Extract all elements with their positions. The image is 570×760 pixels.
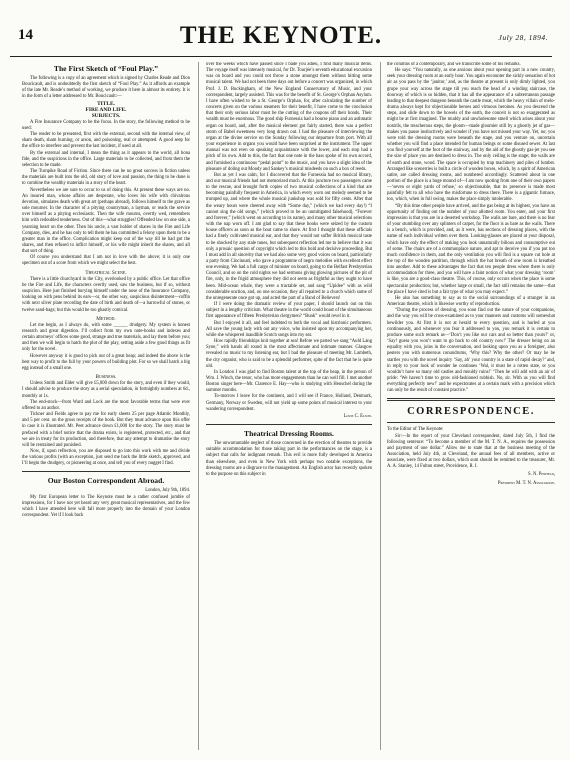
paragraph: Nevertheless we are sure to occur to us of doing this. At present these ways are no. An insured man, whose affairs are desperate, who loves his wife with chivalrous devotion, simulates death with great art (perhaps abroad), follows himself to the grave as sole mourner. In the character of a pitying countryman, a layman, or reads the service over himself as a pitying ecclesiastic. Then the wife mourns, overtly wed, remembers him with redoubled tenderness. Out of this—what struggles! Offended law on one side, a yearning heart on the other. Then his uncle, a vast holder of shares in the Fire and Life Company, dies, and he has only to tell them he has committed a felony upon them to be a greater man in the office. Complication might keep out of the way till he had got the shares, and then refused to inflict himself, or his wife might inherit the shares, and all that sort of thing. [22, 187, 190, 255]
column-right [387, 62, 555, 754]
paragraph: But I enjoyed it all, and feel indebted to both the vocal and histrionic performers. All save the young lady with out any voice, who insisted upon my accompanying her, while she whispered inaudible Scotch songs into my ear. [206, 320, 372, 338]
page-number: 14 [18, 27, 33, 43]
paragraph: By the external and internal, I mean the thing as it appears to the world, all bona fide, and the suspicions in the office. Large materials to be collected, and from them the selection to be made. [22, 150, 190, 168]
section-divider [387, 398, 555, 401]
column-left [22, 62, 190, 754]
paragraph: Of course you understand that I am not in love with the above; it is only one specimen out of a score from which we might select the best. [22, 255, 190, 267]
paragraph: The unwarrantable neglect of those concerned in the erection of theatres to provide suitable accommodation for those taking part in the performances on the stage, is a subject that calls for indignant remark. This evil is more fully developed in America than elsewhere, and even in New York with perhaps two notable exceptions, the dressing rooms are a disgrace to the management. An English actor has recently spoken to the purpose on this subject in [206, 441, 372, 477]
section-divider [22, 471, 190, 472]
paragraph: Now, if, upon reflection, you are disposed to go into this work with me and divide the various profits (with an exception, just send me back the little sketch, approved, and I’ll begin the drudgery, or pioneering at once, and tell you of every nugget I find. [22, 448, 190, 467]
subheading-business: Business. [95, 374, 117, 381]
paragraph: If I were doing the dramatic review of your paper, I should launch out on this subject in a lengthy criticism. What theatre in the world could boast of the simultaneous first appearance of fifteen Presbyterian clergymen? “Bunk” would revel in it. [206, 302, 372, 320]
article-headline-foul-play: The First Sketch of “Foul Play.” [53, 64, 159, 73]
heading-title: TITLE. [97, 100, 115, 107]
paragraph: The reader to be presented, first with the external, second with the internal view, of sham death, sham burning, or arson, and poisoning, real or attempted. A good seep for the office to interfere and prevent the last incident, if used at all. [22, 132, 190, 150]
column-rule-left [198, 62, 199, 750]
signature: Louis C. Elson. [343, 413, 372, 419]
paragraph: The end-stock—from Ward and Lock are the most favorable terms that were ever offered to an author. [22, 399, 190, 411]
paragraph: How rapidly friendships knit together at sea! Before we parted we sang “Auld Lang Syne,” with hands all round in the most affectionate and intimate manner. Glasgow revealed no music to my listening ear, but I had the pleasure of meeting Mr. Lambeth, the city organist, who is said to be a splendid performer, spite of the fact that he is quite old. [206, 339, 372, 369]
heading-fire-and-life: FIRE AND LIFE. [85, 107, 127, 114]
subheading-method: Method. [96, 315, 116, 322]
letter-signature-name: S. N. Penfield, [528, 471, 555, 477]
paragraph: In London I was glad to find Boston talent at the top of the heap, in the person of Wm. J. Winch, the tenor, who has more engagements than he can well fill. I met another Boston singer here—Mr. Clarence E. Hay—who is studying with Henschel during the summer months. [206, 369, 372, 394]
paragraph: However anyway it is good to pick out of a great heap; and indeed the above is the best way to profit to the full by your powers of building plot. For so we shall hatch a big egg instead of a small one. [22, 353, 190, 371]
paragraph: He also has something to say as to the social surroundings of a stranger in an American theatre, which is likewise worthy of reproduction. [387, 295, 555, 308]
issue-date: July 28, 1894. [498, 33, 548, 42]
letter-signature-title: President M. T. N. Association. [497, 480, 555, 486]
masthead [10, 22, 552, 57]
paragraph: To-morrow I leave for the continent, and I will see if France, Holland, Denmark, Germany, Norway or Sweden, will not yield up some points of musical interest to your wandering correspondent. [206, 394, 372, 412]
heading-subjects: SUBJECTS. [91, 113, 121, 120]
column-middle [206, 62, 372, 754]
column-rule-right [380, 62, 381, 750]
paragraph: over the weeks which have passed since I bade you adieu, I find many musical items. The voyage itself was intensely musical, for Dr. Tourjée’s seventh educational excursion was on board and you could not throw a stone amongst them without hitting some musical talent. We had not been three days out before a concert was organized, in which Prof. J. D. Buckingham, of the New England Conservatory of Music, and your correspondent, largely assisted. This was for the benefit of St. George’s Orphan Asylum. I have often wished to be a St. George’s Orphan, for, after calculating the number of concerts given on the various steamers for their benefit, I have come to the conclusion that their only serious labor must be the cutting of the coupons off their bonds. Their wealth must be enormous. The good ship Furnessia had a bourse piano and an asthmatic organ on board, and, after the musical element got fairly started, there was a perfect storm of Babel sweetness very long drawn out. I had the pleasure of interviewing the organ at the divine service on the Sunday following our departure from port. With all your experience in organs you would have been surprised at the instrument. The upper manual was not even on speaking acquaintance with the lower, and each stop had a pitch of its own. Add to this, the fact that one note in the bass spoke of its own accord, and furnished a continuous “pedal point” to the music, and you have a slight idea of the pleasure of doling out Moody and Sankey’s musical misdeeds on such a box of reeds. [206, 62, 372, 172]
page-title: THE KEYNOTE. [179, 22, 383, 49]
letter-salutation: To the Editor of The Keynote: [387, 427, 444, 433]
paragraph: There is a little churchyard in the City, overlooked by a public office. Let that office be the Fire and Life, the characters overtly used, saw the business, but if so, without suspicion. Here just finished burying himself under the nose of the Insurance Company, looking on with pens behind its ears—or, the other way, suspicious disinterment—coffin with next silver plate recording the date of birth and death of—a barrowful of stones, or twelve sand-bags; but this would be too ghastly comical. [22, 276, 190, 313]
paragraph: The following is a copy of an agreement which is signed by Charles Reade and Dion Boucicault, and is undoubtedly the first sketch of “Foul Play.” As it affords an example of the late Mr. Reade’s method of working, we produce it here in almost its entirety. It is in the form of a letter addressed to Mr. Boucicault:— [22, 76, 190, 100]
paragraph: A Fire Insurance Company to be the focus. In the story, the following method to be used: [22, 119, 190, 131]
paragraph: “During the process of dressing, you soon find out the nature of your companions, and the way you will be cross-examined as to your manners and customs will somewhat bewilder you. At first it is not at herald to every question, and is hurled at you continuously, and whenever you fear it addressed to you, you remark it is certain to produce some such remark as—‘Don’t you like our cars and so better than yours?’ or, ‘Say! guess you won’t want to go back to old country now!’ The dresser being on an equality with you, joins in the conversation, and looking upon you as a foreigner, also pesters you with numerous conundrums, ‘Why this? Why the other? Or may he be startles you with the novel inquiry ‘Say, ah’ your country is a state of rapid decay?’ and, in reply to your look of wonder he continues ‘Wal, it must be a rotten state, or you wouldn’t have so many old castles and mouldy ruins!’ ‘Then he will add with an air of pride: ‘We haven’t time to grow old-fashioned rubbish. No, sir. With us you will find everything perfectly new!’ and he expectorates at a certain mark with a precision which can only be the result of constant practice.” [387, 308, 555, 394]
paragraph: But as yet I was calm, for I discovered that the Furnessia had no musical library, and our musical friends had not memorized much. At this juncture two passengers came to the rescue, and brought forth copies of two musical collections of a kind that are becoming painfully frequent in America, in which every worn out melody seemed to be trumped up, and where the whole musical junkshop was sold for fifty cents. After that the weary hours were cheered away with “Some day,” (which we had every day!) “I cannot sing the old songs,” (which proved to be an unmitigated falsehood), “Forever and forever,” (which went on according to its name), and many other musical selections with the nap worn off. I am glad to say that these books were seized by the custom house officers as soon as the boat came to shore. At first I thought that these officials had a finely cultivated musical ear, and that they would not suffer British musical taste to be shocked by any stale tunes, but subsequent reflection led me to believe that it was only a prosaic question of copyright which led to this bold and decisive proceeding. But I must add in all sincerity that we had also some very good voices on board, particularly a party from Cincinnati, who gave a programme of negro melodies with excellent effect one evening. We had a full cargo of minister on board, going to the Belfast Presbyterian Council, and so on the cold nights we had sermons giving glowing pictures of the pit of fire, only, in the frigid atmosphere they did not seem as frightful as they ought to have been. Mid-ocean whale, they were a tractable set, and sang “Upidee” with as wild considerable unction, and, on one occasion, they all repaired to a church which some of the unregenerate once got up, and acted the part of a Band of Believers! [206, 172, 372, 301]
paragraph: Sir:—In the report of your Cleveland correspondent, dated July 5th, I find the following sentence: “To become a member of the M. T. N. A., requires the possession and payment of one dollar.” Allow me to state that at the business meeting of the Association, held July 4th, at Cleveland, the annual fees of all members, active or associate, were fixed at two dollars, which sum should be remitted to the treasurer, Mr. A. A. Stanley, 14 Fulton street, Providence, R. I. [387, 433, 555, 470]
subheading-theatrical-scene: Theatrical Scene. [85, 269, 127, 276]
paragraph: Unless Smith and Elder will give £5,000 down for the story, and even if they would, I should advise to produce the story as a serial speculation, in fortnightly numbers at 6d., monthly at 1s. [22, 381, 190, 399]
paragraph: Tickner and Fields agree to pay me for early sheets 25 per page Atlantic Monthly, and 5 per cent. on the gross receipts of the book. But they must advance upon this offer in case it is illustrated. Mr. Peet advance down £1,000 for the story. The story must be prefaced with a brief notice that the drama exists, is registered, protected, etc., and that we are in treaty for its production, and therefore, that any attempt to dramatise the story will be restrained and punished. [22, 412, 190, 448]
paragraph: “By this time other people have arrived, and the gas being at its highest, you have an opportunity of finding out the number of your allotted room. You enter, and your first impression is that you are in a deserted workshop. The walls are bare, and there is no fear of your stumbling over any splinters of carpet, for the floor is as bare as the walls. There is a bench, which is provided, and, as it were, has sections of dressing places, with the name of each individual written over them. Looking-glasses are placed at your disposal, which have only the effect of making you look unnaturally bilious and consumptive out of some. The chairs are of a commonplace nature, and apt to deceive you if you put too much confidence in them, and the only ventilation you will find is a square cut hole at the top of the wooden partition, through which the hot breath of one room is breathed into another. Add to these advantages the fact that ten people dress where there is only accommodation for three, and you will have a faint notion of what your dressing ‘room’ is like, you are a good-class theatre. This, of course, only occurs when the place is some spectacular production; but, whether large or small, the fact still remains the same—that the place I have cited is but a fair type of what you may expect.” [387, 203, 555, 295]
correspondence-heading: CORRESPONDENCE. [407, 406, 535, 418]
paragraph: the columns of a contemporary, and we transcribe some of his remarks. [387, 62, 521, 67]
paragraph: He says: “You naturally, as one anxious about your opening part in a new country, seek your dressing room at an early hour. You again encounter the sickly sensation of hot air as you pass by the ‘janitor,’ and, as the theatre at present is only dimly lighted, you grope your way across the stage till you reach the head of a winding staircase, the doorway of which is so hidden, that it has all the appearance of a subterranean passage leading to that deepest dungeon beneath the castle moat, which the heavy villain of melo-drama always kept for objectionable heroes and virtuous heroines. As you descend the steps, and slide down to the bowels of the earth, the conceit is not so exaggerated as might be at first imagined. The muddy and unwholesome smell which arises about your nostrils, the treacherous steps, the gloom—made gloomier still by a ghostly jet of gas—makes you pause instinctively and wonder if you have not missed your way. Yet, no; you were told the dressing rooms were beneath the stage, and you venture on, uncertain whether you will find a place intended for human beings or some disused sewer. At last you find yourself at the foot of the stairway, and by the aid of the ghostly gas-jet you see the size of place you are destined to dress in. The only ceiling is the stage; the walls are of earth and stone, wood. The space is occupied by trap machinery and piles of lumber. Arranged like scenerries is built a circle of wooden boxes, which, by a spirit of American satire, are called dressing rooms, and numbered accordingly. Scattered about in one portion of the place is a huge mound of—I am now quoting from one of their own papers—‘seven or eight yards of refuse,’ so objectionable, that its presence is made most painfully felt to all who have the misfortune to dress there. There is a gigantic furnace, too, which, when in full swing, makes the place simply intolerable. [387, 68, 555, 203]
dateline: London, July 9th, 1894. [145, 488, 190, 494]
section-divider [387, 422, 555, 423]
article-headline-dressing-rooms: Theatrical Dressing Rooms. [244, 429, 334, 439]
article-headline-boston: Our Boston Correspondent Abroad. [47, 476, 165, 486]
section-divider [206, 424, 372, 425]
paragraph: My first European letter to The Keynote must be a rather confused jumble of impressions, for I have not yet heard any very great musical representatives, and the few which I have attended here will fall more properly into the domain of your London correspondent. Yet if I look back [22, 494, 190, 519]
paragraph: Let me begin, as I always do, with some ______ drudgery. My system is honest research and great digestion. I’ll collect from my own note-books and indexes and certain attorneys’ offices some good, strange and true materials, and lay them before you; and then we will begin to hatch the plot of the play, setting aside a few good things as fit only for the novel. [22, 322, 190, 353]
paragraph: The Turnpike Road of Fiction. Since there can be no great success in fiction unless the materials are built into the old, old story of love and passion, the thing to be done is to combine the wealthy materials in a story of the heart. [22, 169, 190, 187]
